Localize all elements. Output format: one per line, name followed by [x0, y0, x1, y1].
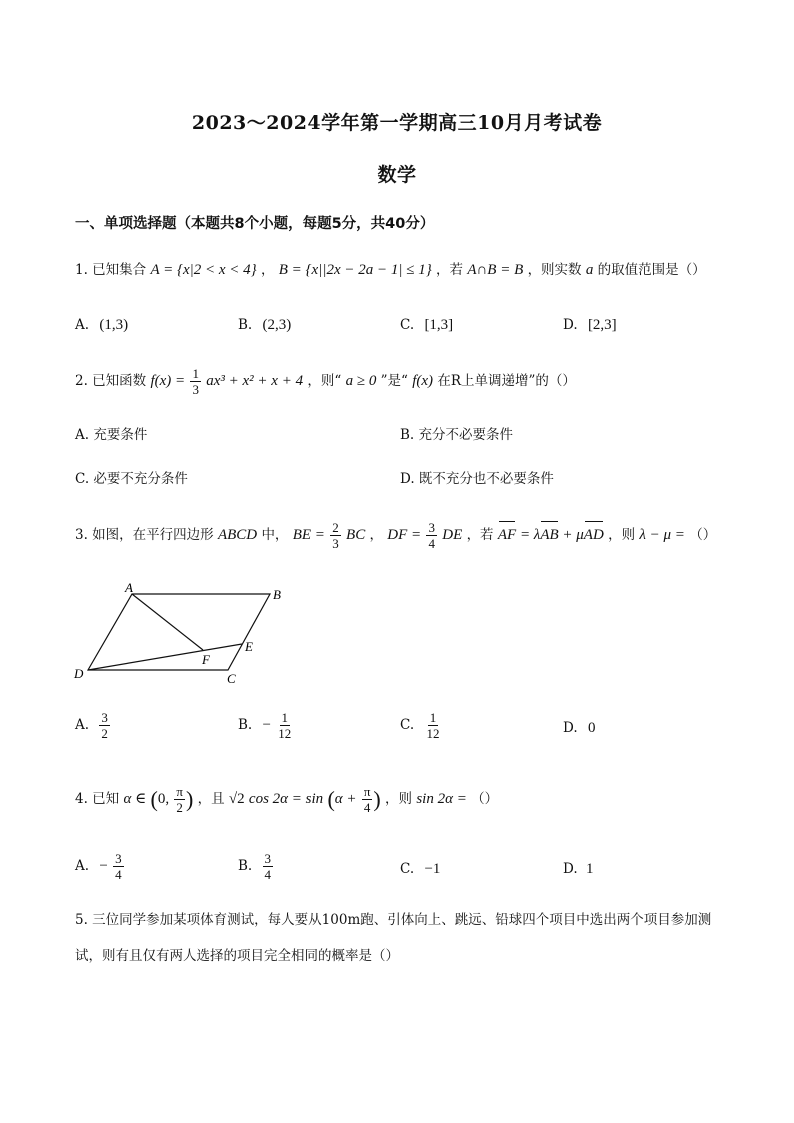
fraction-denominator: 2 — [101, 726, 108, 741]
q4-tail: ，则 — [385, 791, 413, 807]
fraction-denominator: 12 — [278, 726, 292, 741]
q1-option-b — [238, 317, 291, 334]
q3-df: DF = — [387, 527, 422, 543]
q1-var: a — [585, 262, 594, 278]
q1-condition: A∩B = B — [467, 262, 524, 278]
q3-lead: 3. 如图，在平行四边形 — [75, 527, 214, 543]
fraction-numerator: 1 — [192, 366, 199, 381]
q3-vector-ab: AB — [540, 524, 558, 546]
right-paren: ) — [185, 786, 194, 812]
q2-function: f(x) = — [150, 373, 186, 389]
q1-lead: 1. 已知集合 — [75, 262, 147, 278]
option-label: B. — [238, 717, 253, 733]
fraction-numerator: 3 — [428, 520, 435, 535]
vertex-label-a: A — [125, 580, 133, 595]
option-label: B. — [238, 858, 253, 874]
fraction-numerator: 2 — [332, 520, 339, 535]
q4-option-d — [563, 861, 593, 878]
option-label: D. — [563, 720, 578, 736]
q3-vector-ad: AD — [584, 524, 604, 546]
option-label: C. — [400, 317, 415, 333]
option-label: C. — [400, 861, 415, 877]
q4-end: （） — [471, 791, 499, 807]
fraction-denominator: 2 — [176, 800, 183, 815]
question-1 — [75, 259, 706, 281]
fraction-numerator: π — [176, 784, 183, 799]
q2-lead: 2. 已知函数 — [75, 373, 147, 389]
q3-end: （） — [689, 527, 717, 543]
q4-mid: ，且 — [197, 791, 225, 807]
section-heading: 一、单项选择题（本题共8个小题，每题5分，共40分） — [75, 216, 435, 232]
q4-option-b — [238, 851, 274, 882]
option-label: C. — [400, 717, 415, 733]
segment-de — [88, 644, 242, 670]
option-fraction — [276, 710, 293, 741]
fraction-numerator: 3 — [264, 851, 272, 866]
fraction-numerator: π — [363, 784, 371, 799]
q3-tail: ，则 — [608, 527, 636, 543]
q4-interval-left: 0, — [157, 791, 170, 807]
q3-option-a — [75, 710, 111, 741]
q1-comma: ， — [260, 262, 275, 278]
option-fraction — [99, 710, 110, 741]
fraction-denominator: 4 — [264, 867, 272, 882]
left-paren: ( — [150, 786, 158, 812]
q1-tail: ，则实数 — [527, 262, 582, 278]
q1-option-a — [75, 317, 128, 334]
question-3 — [75, 520, 716, 551]
left-paren: ( — [327, 786, 335, 812]
q3-option-b — [238, 710, 294, 741]
q2-tail: 在R上单调递增”的（） — [437, 373, 576, 389]
q1-mid: ，若 — [436, 262, 464, 278]
right-paren: ) — [373, 786, 381, 812]
q3-shape: ABCD — [217, 527, 258, 543]
q3-bc: BC — [346, 527, 366, 543]
fraction-numerator: 1 — [429, 710, 437, 725]
parallelogram-outline — [88, 594, 270, 670]
option-label: A. — [75, 858, 90, 874]
option-fraction — [424, 710, 441, 741]
q4-pi-fraction — [174, 784, 185, 815]
point-label-f: F — [202, 652, 210, 667]
q4-pi4-fraction — [362, 784, 373, 815]
q3-df-fraction — [426, 520, 437, 551]
q3-if: ，若 — [466, 527, 494, 543]
option-label: D. — [563, 317, 578, 333]
vertex-label-d: D — [74, 666, 84, 681]
fraction-numerator: 3 — [101, 710, 108, 725]
q1-set-a: A = {x|2 < x < 4} — [150, 262, 257, 278]
vertex-label-b: B — [273, 587, 281, 602]
q3-mid: 中， — [261, 527, 289, 543]
q2-fraction — [190, 366, 201, 397]
q3-de: DE — [442, 527, 463, 543]
option-value: [2,3] — [587, 317, 617, 333]
q3-option-c — [400, 710, 442, 741]
parallelogram-figure — [70, 578, 300, 688]
fraction-numerator: 1 — [281, 710, 289, 725]
q1-option-d — [563, 317, 617, 334]
option-label: D. — [563, 861, 578, 877]
q2-mid2: ”是“ — [380, 373, 408, 389]
q4-root: √2 — [228, 791, 245, 807]
q4-alpha-in: α ∈ — [123, 791, 147, 807]
subject-title: 数学 — [377, 164, 417, 186]
option-fraction — [263, 851, 274, 882]
q4-cos: cos 2α = sin — [248, 791, 324, 807]
q3-vector-af: AF — [498, 524, 516, 546]
fraction-denominator: 12 — [426, 726, 440, 741]
q3-eq: = λ — [516, 527, 541, 543]
q1-option-c — [400, 317, 453, 334]
option-label: A. — [75, 317, 90, 333]
q2-option-b: B. 充分不必要条件 — [400, 427, 514, 443]
option-label: A. — [75, 717, 90, 733]
q4-option-a — [75, 851, 125, 882]
option-value: (1,3) — [99, 317, 129, 333]
option-value: [1,3] — [424, 317, 454, 333]
q2-option-a: A. 充要条件 — [75, 427, 148, 443]
q3-plus: + μ — [558, 527, 584, 543]
q2-option-c: C. 必要不充分条件 — [75, 471, 188, 487]
option-fraction — [113, 851, 124, 882]
point-label-e: E — [245, 639, 253, 654]
fraction-denominator: 3 — [332, 536, 339, 551]
q4-lead: 4. 已知 — [75, 791, 120, 807]
q2-condition: a ≥ 0 — [345, 373, 377, 389]
fraction-denominator: 3 — [192, 382, 199, 397]
vertex-label-c: C — [227, 671, 236, 686]
question-2 — [75, 366, 576, 397]
segment-af — [132, 594, 203, 650]
question-4 — [75, 784, 498, 815]
q3-sep: ， — [369, 527, 383, 543]
q4-sin: sin 2α = — [416, 791, 467, 807]
q1-end: 的取值范围是（） — [597, 262, 706, 278]
option-value: 0 — [587, 720, 596, 736]
q2-polynomial: ax³ + x² + x + 4 — [206, 373, 304, 389]
fraction-denominator: 4 — [428, 536, 435, 551]
q3-be-fraction — [330, 520, 341, 551]
option-sign: − — [99, 858, 108, 874]
option-value: −1 — [424, 861, 441, 877]
q2-function-2: f(x) — [412, 373, 434, 389]
q3-expression: λ − μ = — [639, 527, 685, 543]
q3-option-d — [563, 720, 595, 737]
q1-set-b: B = {x||2x − 2a − 1| ≤ 1} — [278, 262, 432, 278]
q4-option-c — [400, 861, 440, 878]
q4-inner: α + — [334, 791, 357, 807]
fraction-denominator: 4 — [115, 867, 122, 882]
exam-title: 2023～2024学年第一学期高三10月月考试卷 — [191, 112, 603, 134]
option-value: (2,3) — [262, 317, 292, 333]
fraction-numerator: 3 — [115, 851, 122, 866]
option-value: 1 — [585, 861, 594, 877]
q3-be: BE = — [292, 527, 325, 543]
q2-option-d: D. 既不充分也不必要条件 — [400, 471, 554, 487]
fraction-denominator: 4 — [363, 800, 371, 815]
question-5: 5. 三位同学参加某项体育测试，每人要从100m跑、引体向上、跳远、铅球四个项目中选出两个项目参加测试，则有且仅有两人选择的项目完全相同的概率是（） — [75, 912, 712, 964]
q2-mid: ，则“ — [307, 373, 342, 389]
option-label: B. — [238, 317, 253, 333]
option-sign: − — [262, 717, 271, 733]
